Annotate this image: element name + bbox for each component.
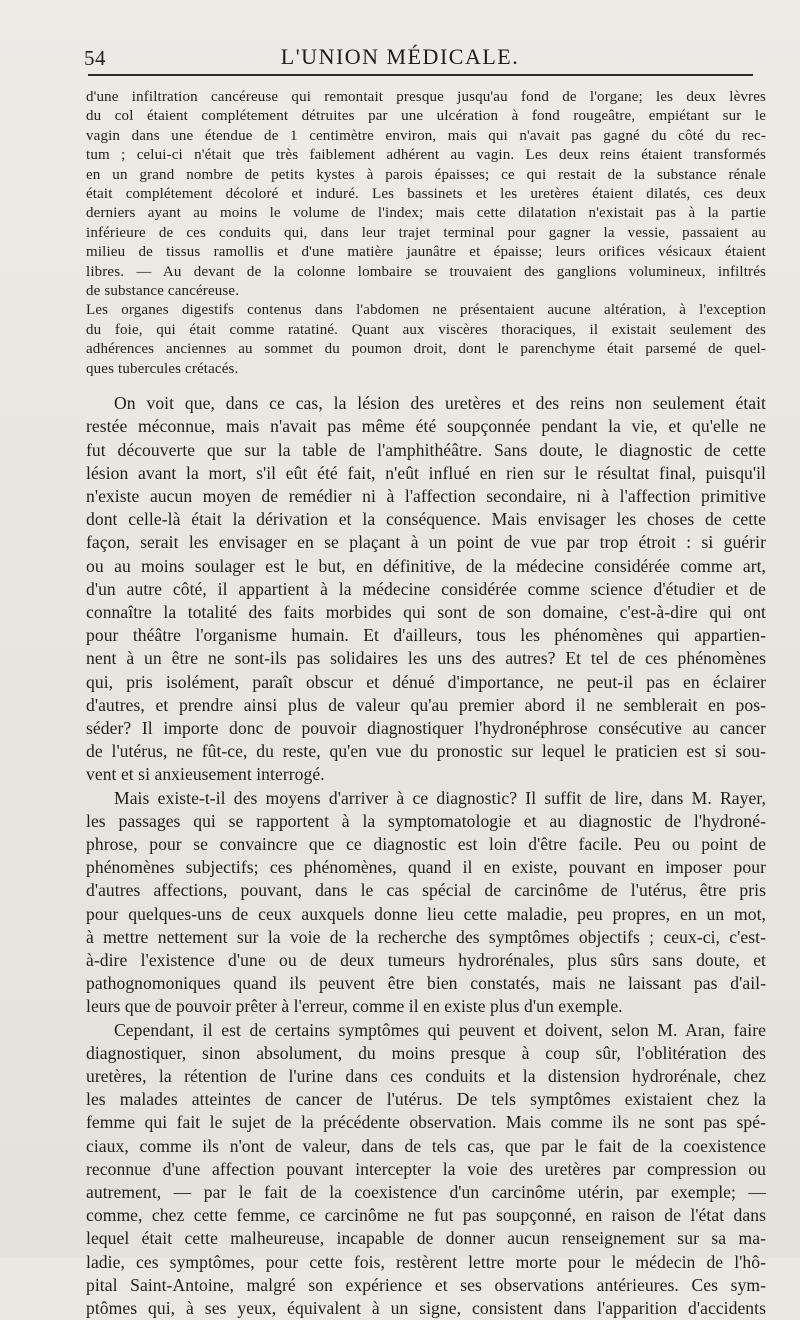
text-line: de l'utérus, ne fût-ce, du reste, qu'en vue du pronostic sur lequel le praticien est si sou- bbox=[86, 741, 766, 762]
small-paragraph-1 bbox=[86, 88, 766, 301]
text-line: façon, serait les envisager en se plaçant à un point de vue par trop étroit : si guérir bbox=[86, 532, 766, 553]
text-line: Les organes digestifs contenus dans l'abdomen ne présentaient aucune altération, à l'exception bbox=[86, 302, 766, 319]
paragraph-gap bbox=[86, 379, 766, 392]
text-line: d'un autre côté, il appartient à la médecine considérée comme science d'étudier et de bbox=[86, 578, 766, 599]
text-column bbox=[86, 88, 766, 1320]
text-line: leurs que de pouvoir prêter à l'erreur, comme il en existe plus d'un exemple. bbox=[86, 996, 623, 1017]
text-line: adhérences anciennes au sommet du poumon droit, dont le parenchyme était parsemé de quel- bbox=[86, 341, 766, 358]
text-line: les passages qui se rapportent à la symptomatologie et au diagnostic de l'hydroné- bbox=[86, 810, 766, 831]
small-paragraph-2 bbox=[86, 301, 766, 379]
text-line: tum ; celui-ci n'était que très faiblement adhérent au vagin. Les deux reins étaient transformés bbox=[86, 147, 766, 164]
large-paragraph-2 bbox=[86, 787, 766, 1019]
text-line: en un grand nombre de petits kystes à parois épaisses; ce qui restait de la substance rénale bbox=[86, 166, 766, 183]
text-line: phrose, pour se convaincre que ce diagnostic est loin d'être facile. Peu ou point de bbox=[86, 833, 766, 854]
text-line: dont celle-là était la dérivation et la conséquence. Mais envisager les choses de cette bbox=[86, 509, 766, 530]
text-line: Cependant, il est de certains symptômes qui peuvent et doivent, selon M. Aran, faire bbox=[114, 1019, 766, 1040]
text-line: d'autres, et prendre ainsi plus de valeur qu'au premier abord il ne semblerait en pos- bbox=[86, 694, 766, 715]
text-line: d'une infiltration cancéreuse qui remontait presque jusqu'au fond de l'organe; les deux lèvres bbox=[86, 89, 766, 105]
text-line: les malades atteintes de cancer de l'utérus. De tels symptômes existaient chez la bbox=[86, 1089, 766, 1110]
header-rule bbox=[88, 74, 753, 76]
text-line: libres. — Au devant de la colonne lombaire se trouvaient des ganglions volumineux, infiltrés bbox=[86, 263, 766, 280]
text-line: pathognomoniques quand ils peuvent être bien constatés, mais ne laissant pas d'ail- bbox=[86, 973, 766, 994]
text-line: nent à un être ne sont-ils pas solidaires les uns des autres? Et tel de ces phénomènes bbox=[86, 648, 766, 669]
text-line: connaître la totalité des faits morbides qui sont de son domaine, c'est-à-dire qui ont bbox=[86, 601, 766, 622]
text-line: ladie, ces symptômes, pour cette fois, restèrent lettre morte pour le médecin de l'hô- bbox=[86, 1251, 766, 1272]
text-line: était complétement décoloré et induré. Les bassinets et les uretères étaient dilatés, ces deux bbox=[86, 186, 766, 203]
text-line: ciaux, comme ils n'ont de valeur, dans de tels cas, que par le fait de la coexistence bbox=[86, 1135, 766, 1156]
text-line: à-dire l'existence d'une ou de deux tumeurs hydrorénales, plus sûrs sans doute, et bbox=[86, 949, 766, 970]
text-line: reconnue d'une affection pouvant intercepter la voie des uretères par compression ou bbox=[86, 1158, 766, 1179]
text-line: séder? Il importe donc de pouvoir diagnostiquer l'hydronéphrose consécutive au cancer bbox=[86, 717, 766, 738]
text-line: diagnostiquer, sinon absolument, du moins presque à coup sûr, l'oblitération des bbox=[86, 1042, 766, 1063]
text-line: d'autres affections, pouvant, dans le cas spécial de carcinôme de l'utérus, être pris bbox=[86, 880, 766, 901]
text-line: du col étaient complétement détruites par une ulcération à fond rougeâtre, empiétant sur le bbox=[86, 108, 766, 125]
text-line: milieu de tissus ramollis et d'une matière jaunâtre et épaisse; leurs orifices vésicaux étaient bbox=[86, 244, 766, 261]
running-title: L'UNION MÉDICALE. bbox=[280, 44, 520, 69]
text-line: qui, pris isolément, paraît obscur et dénué d'importance, ne peut-il pas en éclairer bbox=[86, 671, 766, 692]
text-line: lésion avant la mort, s'il eût été fait, n'eût influé en rien sur le résultat final, puisqu'il bbox=[86, 462, 766, 483]
text-line: à mettre nettement sur la voie de la recherche des symptômes objectifs ; ceux-ci, c'est- bbox=[86, 926, 766, 947]
page-number: 54 bbox=[84, 46, 106, 70]
text-line: ptômes qui, à ses yeux, équivalent à un signe, consistent dans l'apparition d'accidents bbox=[86, 1298, 766, 1319]
text-line: autrement, — par le fait de la coexistence d'un carcinôme utérin, par exemple; — bbox=[86, 1182, 766, 1202]
text-line: vagin dans une étendue de 1 centimètre environ, mais qui n'avait pas gagné du côté du rec- bbox=[86, 127, 766, 144]
text-line: ou au moins soulager est le but, en définitive, de la médecine considérée comme art, bbox=[86, 555, 766, 576]
text-line: pour théâtre l'organisme humain. Et d'ailleurs, tous les phénomènes qui appartien- bbox=[86, 625, 766, 646]
text-line: fut découverte que sur la table de l'amphithéâtre. Sans doute, le diagnostic de cette bbox=[86, 439, 766, 460]
text-line: inférieure de ces conduits qui, dans leur trajet terminal pour gagner la vessie, passaient au bbox=[86, 224, 766, 241]
text-line: femme qui fait le sujet de la précédente observation. Mais comme ils ne sont pas spé- bbox=[86, 1112, 766, 1133]
text-line: pour quelques-uns de ceux auxquels donne lieu cette maladie, peu propres, en un mot, bbox=[86, 903, 766, 924]
text-line: uretères, la rétention de l'urine dans ces conduits et la distension hydrorénale, chez bbox=[86, 1065, 766, 1086]
text-line: restée méconnue, mais n'avait pas même été soupçonnée pendant la vie, et qu'elle ne bbox=[86, 416, 766, 437]
text-line: n'existe aucun moyen de remédier ni à l'affection secondaire, ni à l'affection primitive bbox=[86, 485, 766, 506]
text-line: Mais existe-t-il des moyens d'arriver à ce diagnostic? Il suffit de lire, dans M. Rayer, bbox=[114, 787, 766, 808]
text-line: de substance cancéreuse. bbox=[86, 283, 240, 300]
large-paragraph-3 bbox=[86, 1019, 766, 1320]
text-line: pital Saint-Antoine, malgré son expérience et ses observations antérieures. Ces sym- bbox=[86, 1274, 766, 1295]
text-line: lequel était cette malheureuse, incapable de donner aucun renseignement sur sa ma- bbox=[86, 1228, 766, 1249]
large-paragraph-1 bbox=[86, 392, 766, 786]
text-line: du foie, qui était comme ratatiné. Quant aux viscères thoraciques, il existait seulement des bbox=[86, 321, 766, 338]
text-line: comme, chez cette femme, ce carcinôme ne fut pas soupçonné, en raison de l'état dans bbox=[86, 1205, 766, 1226]
text-line: ques tubercules crétacés. bbox=[86, 360, 239, 377]
text-line: vent et si anxieusement interrogé. bbox=[86, 764, 325, 785]
text-line: phénomènes subjectifs; ces phénomènes, quand il en existe, pouvant en imposer pour bbox=[86, 857, 766, 878]
text-line: On voit que, dans ce cas, la lésion des uretères et des reins non seulement était bbox=[114, 393, 766, 414]
text-line: derniers ayant au moins le volume de l'index; mais cette dilatation n'existait pas à la partie bbox=[86, 205, 766, 222]
